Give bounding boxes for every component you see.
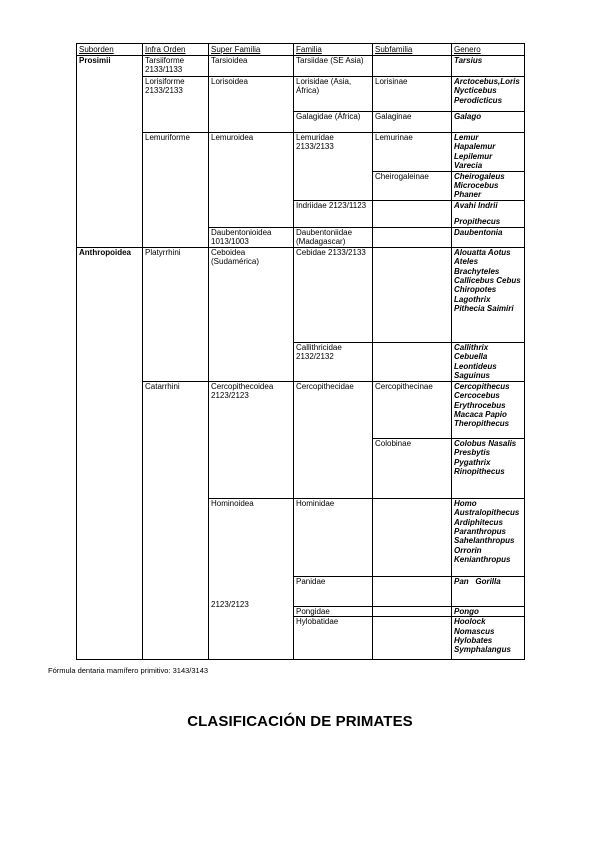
superfamilia-hominoidea: Hominoidea 2123/2123 xyxy=(209,498,294,659)
subfamilia-empty xyxy=(373,56,452,77)
familia-indriidae: Indriidae 2123/1123 xyxy=(294,200,373,227)
genero-cebidae-list: Alouatta Aotus Ateles Brachyteles Callicebus Cebus Chiropotes Lagothrix Pithecia Saimiri xyxy=(452,247,525,342)
infraorden-lemuriforme: Lemuriforme xyxy=(143,133,209,248)
subfamilia-cercopithecinae: Cercopithecinae xyxy=(373,381,452,438)
genero-cercopithecinae-list: Cercopithecus Cercocebus Erythrocebus Macaca Papio Theropithecus xyxy=(452,381,525,438)
subfamilia-colobinae: Colobinae xyxy=(373,438,452,498)
subfamilia-lorisinae: Lorisinae xyxy=(373,77,452,112)
header-subfamilia: Subfamilia xyxy=(373,44,452,56)
familia-pongidae: Pongidae xyxy=(294,606,373,616)
genero-cheirogaleinae-list: Cheirogaleus Microcebus Phaner xyxy=(452,171,525,200)
infraorden-tarsiiforme: Tarsiiforme 2133/1133 xyxy=(143,56,209,77)
familia-galagidae: Galagidae (África) xyxy=(294,112,373,133)
superfamilia-lorisoidea: Lorisoidea xyxy=(209,77,294,133)
header-infra-orden: Infra Orden xyxy=(143,44,209,56)
subfamilia-empty xyxy=(373,576,452,606)
genero-hylobatidae-list: Hoolock Nomascus Hylobates Symphalangus xyxy=(452,617,525,660)
subfamilia-empty xyxy=(373,498,452,576)
table-row xyxy=(77,247,525,342)
subfamilia-empty xyxy=(373,617,452,660)
subfamilia-empty xyxy=(373,606,452,616)
subfamilia-empty xyxy=(373,200,452,227)
superfamilia-lemuroidea: Lemuroidea xyxy=(209,133,294,228)
header-row xyxy=(77,44,525,56)
genero-daubentonia: Daubentonia xyxy=(452,227,525,247)
genero-pongo: Pongo xyxy=(452,606,525,616)
familia-tarsiidae: Tarsiidae (SE Asia) xyxy=(294,56,373,77)
familia-panidae: Panidae xyxy=(294,576,373,606)
genero-hominidae-list: Homo Australopithecus Ardiphitecus Paranthropus Sahelanthropus Orrorin Kenianthropus xyxy=(452,498,525,576)
header-super-familia: Super Familia xyxy=(209,44,294,56)
familia-hominidae: Hominidae xyxy=(294,498,373,576)
superfamilia-daubentonioidea: Daubentonioidea 1013/1003 xyxy=(209,227,294,247)
header-suborden: Suborden xyxy=(77,44,143,56)
genero-colobinae-list: Colobus Nasalis Presbytis Pygathrix Rinopithecus xyxy=(452,438,525,498)
familia-daubentoniidae: Daubentoniidae (Madagascar) xyxy=(294,227,373,247)
familia-cercopithecidae: Cercopithecidae xyxy=(294,381,373,498)
page-title: CLASIFICACIÓN DE PRIMATES xyxy=(187,713,413,730)
genero-tarsius: Tarsius xyxy=(452,56,525,77)
genero-lorisinae-list: Arctocebus,Loris Nycticebus Perodicticus xyxy=(452,77,525,112)
genero-indriidae-list: Avahi Indrii Propithecus xyxy=(452,200,525,227)
infraorden-platyrrhini: Platyrrhini xyxy=(143,247,209,381)
infraorden-catarrhini: Catarrhini xyxy=(143,381,209,659)
table-row xyxy=(77,56,525,77)
familia-lemuridae: Lemuridae 2133/2133 xyxy=(294,133,373,201)
table-row xyxy=(77,77,525,112)
subfamilia-galaginae: Galaginae xyxy=(373,112,452,133)
table-row xyxy=(77,133,525,172)
subfamilia-empty xyxy=(373,247,452,342)
suborden-anthropoidea: Anthropoidea xyxy=(77,247,143,659)
primate-classification-table xyxy=(76,43,525,660)
table-row xyxy=(77,381,525,438)
familia-cebidae: Cebidae 2133/2133 xyxy=(294,247,373,342)
subfamilia-empty xyxy=(373,342,452,381)
genero-lemurinae-list: Lemur Hapalemur Lepilemur Varecia xyxy=(452,133,525,172)
genero-panidae: Pan Gorilla xyxy=(452,576,525,606)
subfamilia-lemurinae: Lemurinae xyxy=(373,133,452,172)
dental-formula-footnote: Fórmula dentaria mamífero primitivo: 3143/3143 xyxy=(48,666,209,675)
superfamilia-cercopithecoidea: Cercopithecoidea 2123/2123 xyxy=(209,381,294,498)
familia-hylobatidae: Hylobatidae xyxy=(294,617,373,660)
subfamilia-empty xyxy=(373,227,452,247)
genero-galago: Galago xyxy=(452,112,525,133)
suborden-prosimii: Prosimii xyxy=(77,56,143,248)
subfamilia-cheirogaleinae: Cheirogaleinae xyxy=(373,171,452,200)
familia-lorisidae: Lorisidae (Asia, África) xyxy=(294,77,373,112)
infraorden-lorisiforme: Lorisiforme 2133/2133 xyxy=(143,77,209,133)
superfamilia-tarsioidea: Tarsioidea xyxy=(209,56,294,77)
header-genero: Genero xyxy=(452,44,525,56)
genero-callitrichidae-list: Callithrix Cebuella Leontideus Saguinus xyxy=(452,342,525,381)
header-familia: Familia xyxy=(294,44,373,56)
superfamilia-ceboidea: Ceboidea (Sudamérica) xyxy=(209,247,294,381)
familia-callitrichidae: Callithricidae 2132/2132 xyxy=(294,342,373,381)
